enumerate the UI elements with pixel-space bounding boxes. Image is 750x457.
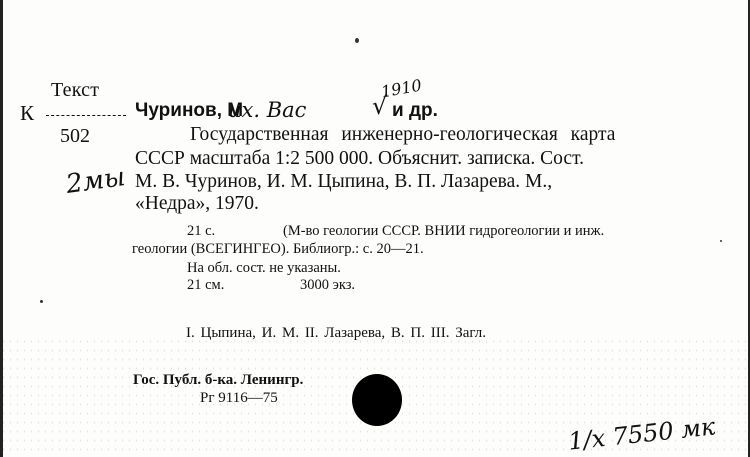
publisher-note: (М-во геологии СССР. ВНИИ гидрогеологии и инж. <box>283 223 605 239</box>
tracings-line: I. Цыпина, И. М. II. Лазарева, В. П. III. Загл. <box>186 325 487 341</box>
handwritten-year: 1910 <box>379 75 424 102</box>
shelfmark: Рг 9116—75 <box>200 390 278 406</box>
size-text: 21 см. <box>187 277 225 293</box>
handwritten-mark: 2мы <box>64 162 128 200</box>
copies-text: 3000 экз. <box>300 277 356 293</box>
classification-divider <box>46 115 126 116</box>
title-line-3: М. В. Чуринов, И. М. Цыпина, В. П. Лазарева. М., <box>135 171 553 192</box>
pages-text: 21 с. <box>187 223 216 239</box>
imprint-line: «Недра», 1970. <box>135 193 259 214</box>
author-etal: и др. <box>392 100 438 121</box>
root-symbol: √ <box>372 92 388 120</box>
classification-label: Текст <box>51 79 100 101</box>
speck <box>720 240 722 242</box>
bottom-handwritten-note: 1/х 7550 мк <box>566 412 717 456</box>
ink-stamp-dot <box>352 374 402 426</box>
classification-number: 502 <box>60 125 90 147</box>
speck <box>355 38 359 43</box>
cover-note: На обл. сост. не указаны. <box>187 260 341 276</box>
title-line-2: СССР масштаба 1:2 500 000. Объяснит. записка. Сост. <box>135 148 584 169</box>
speck <box>40 300 43 303</box>
author-heading: Чуринов, М <box>135 100 244 121</box>
title-line-1: Государственная инженерно-геологическая карта <box>190 124 616 145</box>
library-name: Гос. Публ. б-ка. Ленингр. <box>133 372 304 388</box>
classification-letter: К <box>20 101 35 125</box>
publisher-note-continued: геологии (ВСЕГИНГЕО). Библиогр.: с. 20—21. <box>132 241 424 257</box>
author-handwritten: их. Вас <box>228 98 307 122</box>
